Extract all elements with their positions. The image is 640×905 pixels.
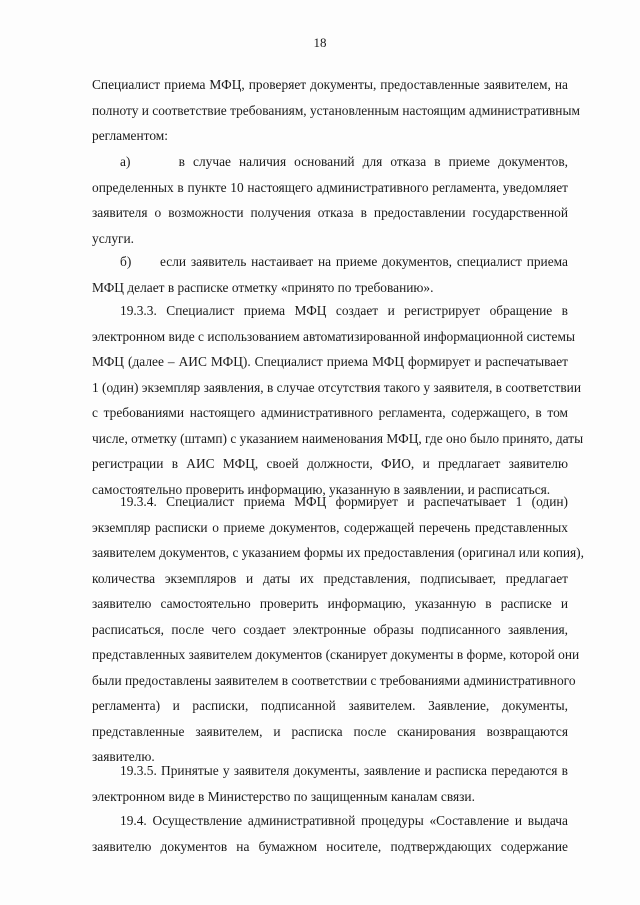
paragraph-19-3-3 [92,298,584,502]
text-line: заявителем документов, с указанием формы их предоставления (оригинал или копия), [92,545,584,560]
text-line: регламентом: [92,128,168,143]
paragraph-19-3-4 [92,489,584,770]
text-line: 19.3.4. Специалист приема МФЦ формирует и распечатывает 1 (один) [120,494,568,509]
text-line: б) если заявитель настаивает на приеме документов, специалист приема [120,254,568,269]
text-line: количества экземпляров и даты их представления, подписывает, предлагает [92,570,568,586]
text-line: регламента) и расписки, подписанной заявителем. Заявление, документы, [92,698,568,713]
text-line: 19.4. Осуществление административной процедуры «Составление и выдача [120,813,568,828]
text-line: 19.3.3. Специалист приема МФЦ создает и регистрирует обращение в [120,303,568,318]
text-line: самостоятельно проверить информацию, указанную в заявлении, и расписаться. [92,481,551,497]
text-line: электронном виде с использованием автоматизированной информационной системы [92,328,575,344]
text-line: а) в случае наличия оснований для отказа в приеме документов, [120,154,568,169]
text-line: 19.3.5. Принятые у заявителя документы, заявление и расписка передаются в [120,763,568,778]
paragraph-intro [92,72,580,149]
text-line: заявителя о возможности получения отказа в предоставлении государственной [92,205,568,220]
text-line: МФЦ (далее – АИС МФЦ). Специалист приема МФЦ формирует и распечатывает [92,354,568,369]
text-line: полноту и соответствие требованиям, установленным настоящим административным [92,102,580,118]
page-number: 18 [313,35,327,50]
text-line: с требованиями настоящего административного регламента, содержащего, в том [92,405,568,420]
paragraph-19-3-5 [92,758,568,809]
text-line: МФЦ делает в расписке отметку «принято по требованию». [92,279,434,295]
text-line: представленные заявителем, и расписка после сканирования возвращаются [92,723,568,739]
paragraph-item-a [92,149,568,251]
text-line: представленных заявителем документов (сканирует документы в форме, которой они [92,647,580,662]
paragraph-19-4 [92,808,568,859]
text-line: были предоставлены заявителем в соответствии с требованиями административного [92,672,576,688]
text-line: регистрации в АИС МФЦ, своей должности, ФИО, и предлагает заявителю [92,456,568,471]
text-line: расписаться, после чего создает электронные образы подписанного заявления, [92,621,568,637]
text-line: числе, отметку (штамп) с указанием наименования МФЦ, где оно было принято, даты [92,430,584,446]
text-line: электронном виде в Министерство по защищенным каналам связи. [92,788,475,804]
text-line: заявителю самостоятельно проверить информацию, указанную в расписке и [92,596,568,611]
text-line: Специалист приема МФЦ, проверяет документы, предоставленные заявителем, на [92,77,568,92]
paragraph-item-b [92,249,568,300]
text-line: заявителю. [92,749,155,764]
text-line: услуги. [92,230,135,246]
text-line: экземпляр расписки о приеме документов, содержащей перечень представленных [92,519,568,535]
text-line: определенных в пункте 10 настоящего административного регламента, уведомляет [92,179,568,195]
text-line: 1 (один) экземпляр заявления, в случае отсутствия такого у заявителя, в соответствии [92,379,581,395]
text-line: заявителю документов на бумажном носителе, подтверждающих содержание [92,838,568,854]
